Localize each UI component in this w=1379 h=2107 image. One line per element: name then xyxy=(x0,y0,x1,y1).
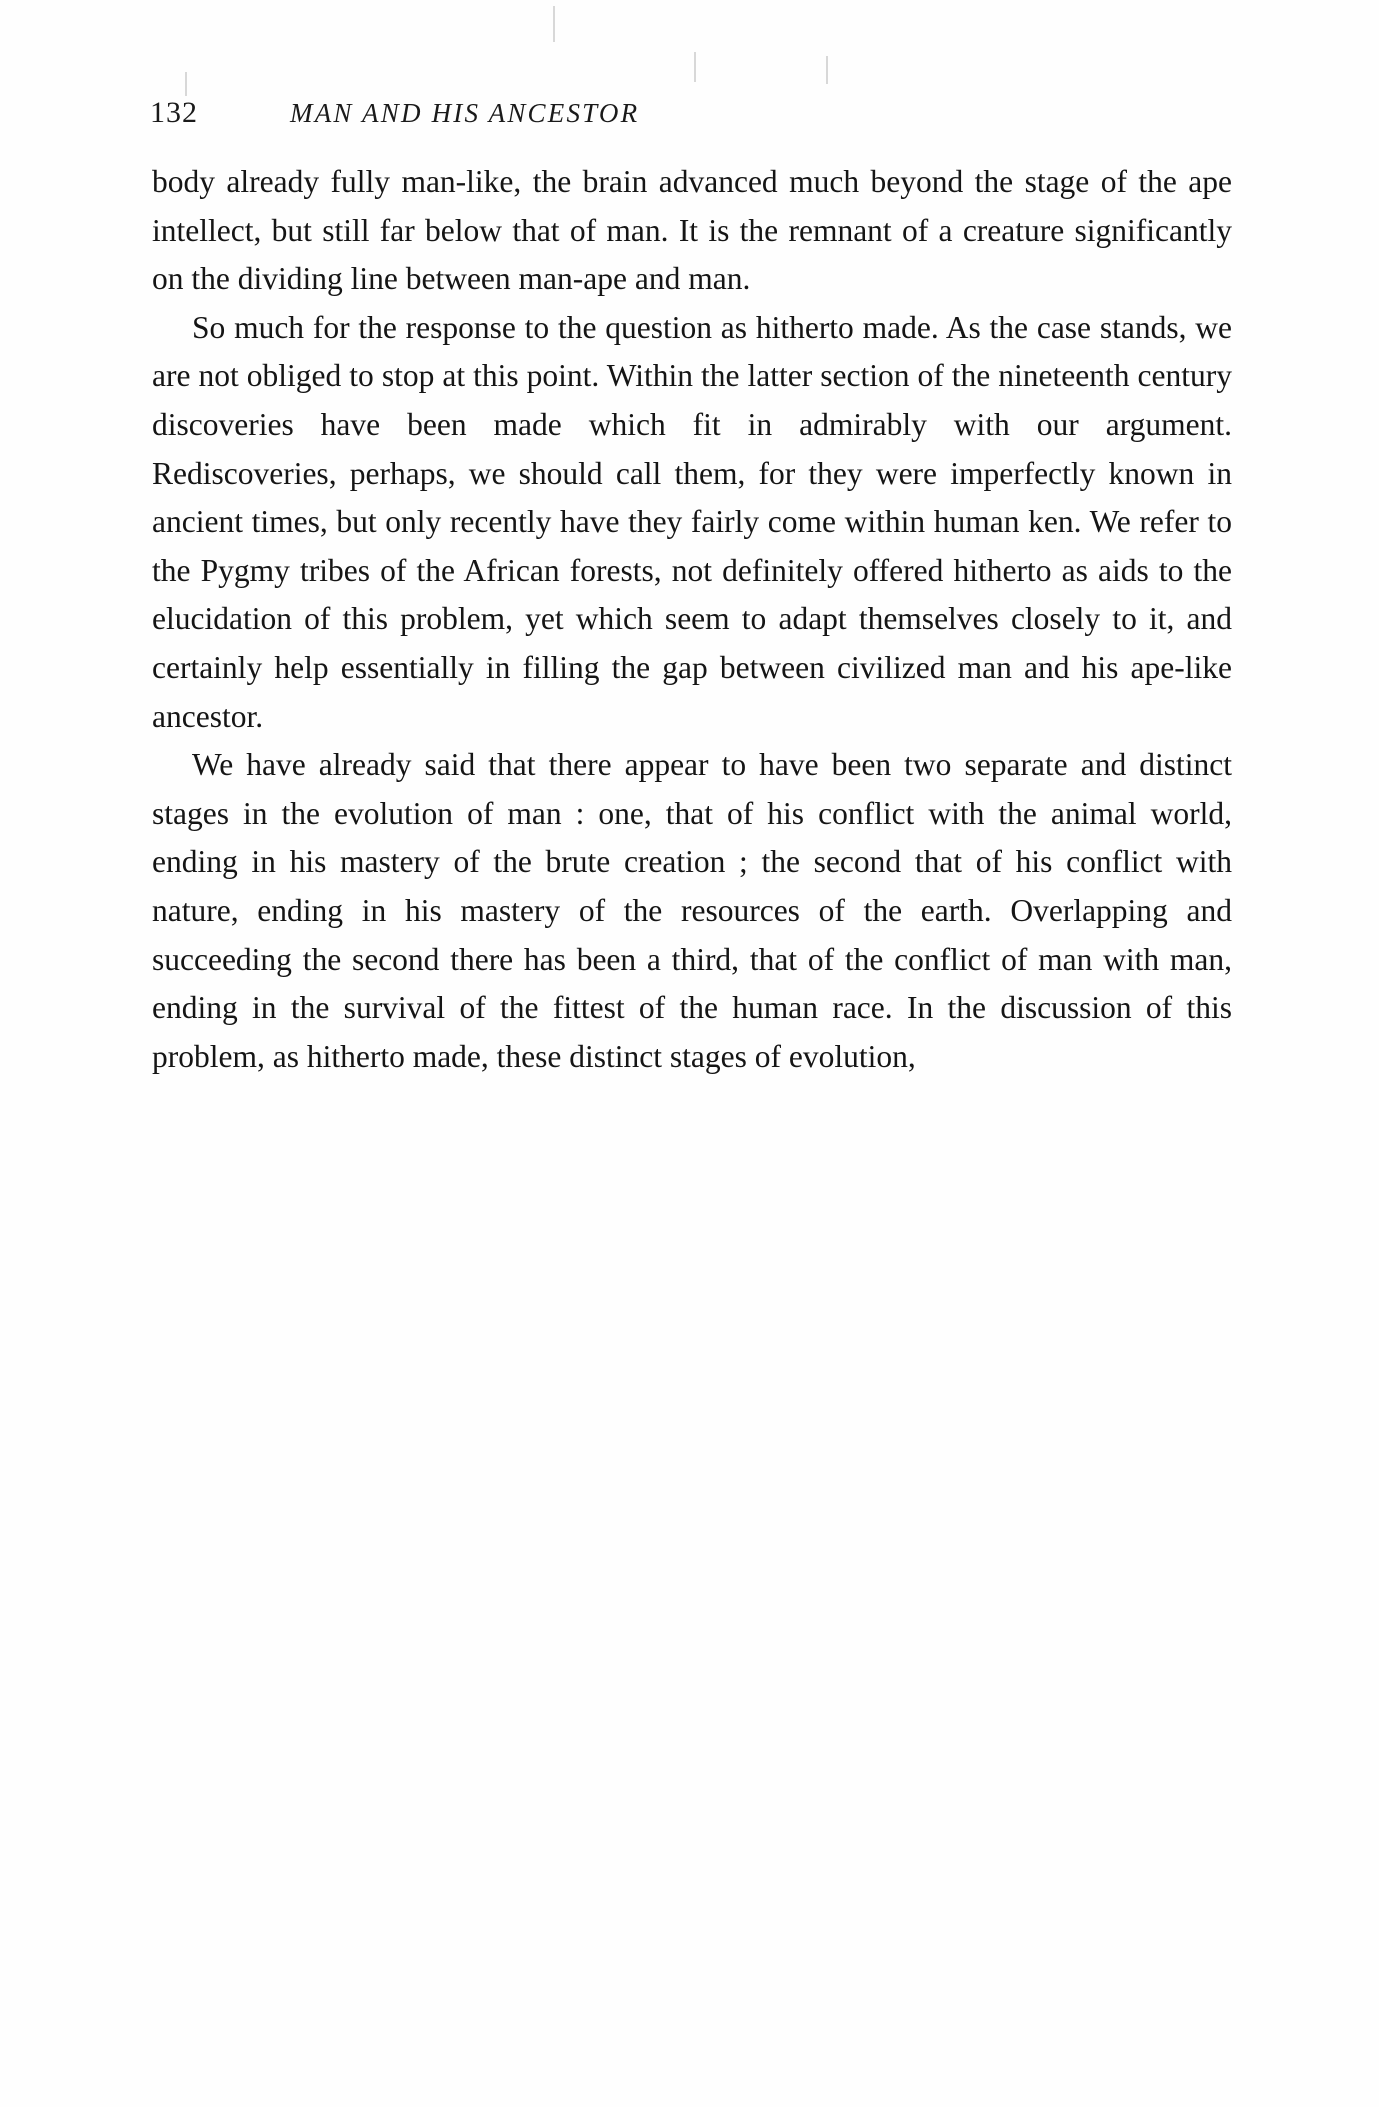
page-header xyxy=(150,96,1230,136)
page-number: 132 xyxy=(150,96,198,129)
paragraph: body already fully man-like, the brain advanced much beyond the stage of the ape intellect, but still far below that of man. It is the remnant of a creature significantly on the dividing line between man-ape and man. xyxy=(152,164,1232,297)
running-head: MAN AND HIS ANCESTOR xyxy=(290,98,640,128)
scan-artifact-mark xyxy=(694,52,696,82)
paragraph: We have already said that there appear to have been two separate and distinct stages in the evolution of man : one, that of his conflict with the animal world, ending in his mastery of the brute creation ; the second that of his conflict with nature, ending in his mastery of the resources of the earth. Overlapping and succeeding the second there has been a third, that of the conflict of man with man, ending in the survival of the fittest of the human race. In the discussion of this problem, as hitherto made, these distinct stages of evolution, xyxy=(152,747,1232,1074)
scan-artifact-mark xyxy=(553,6,555,42)
paragraph: So much for the response to the question as hitherto made. As the case stands, we are not obliged to stop at this point. Within the latter section of the nineteenth century discoveries have been made which fit in admirably with our argument. Rediscoveries, perhaps, we should call them, for they were imperfectly known in ancient times, but only recently have they fairly come within human ken. We refer to the Pygmy tribes of the African forests, not definitely offered hitherto as aids to the elucidation of this problem, yet which seem to adapt themselves closely to it, and certainly help essentially in filling the gap between civilized man and his ape-like ancestor. xyxy=(152,309,1232,734)
scan-artifact-mark xyxy=(826,56,828,84)
body-text xyxy=(152,158,1232,1081)
scan-artifact-mark xyxy=(185,72,187,96)
